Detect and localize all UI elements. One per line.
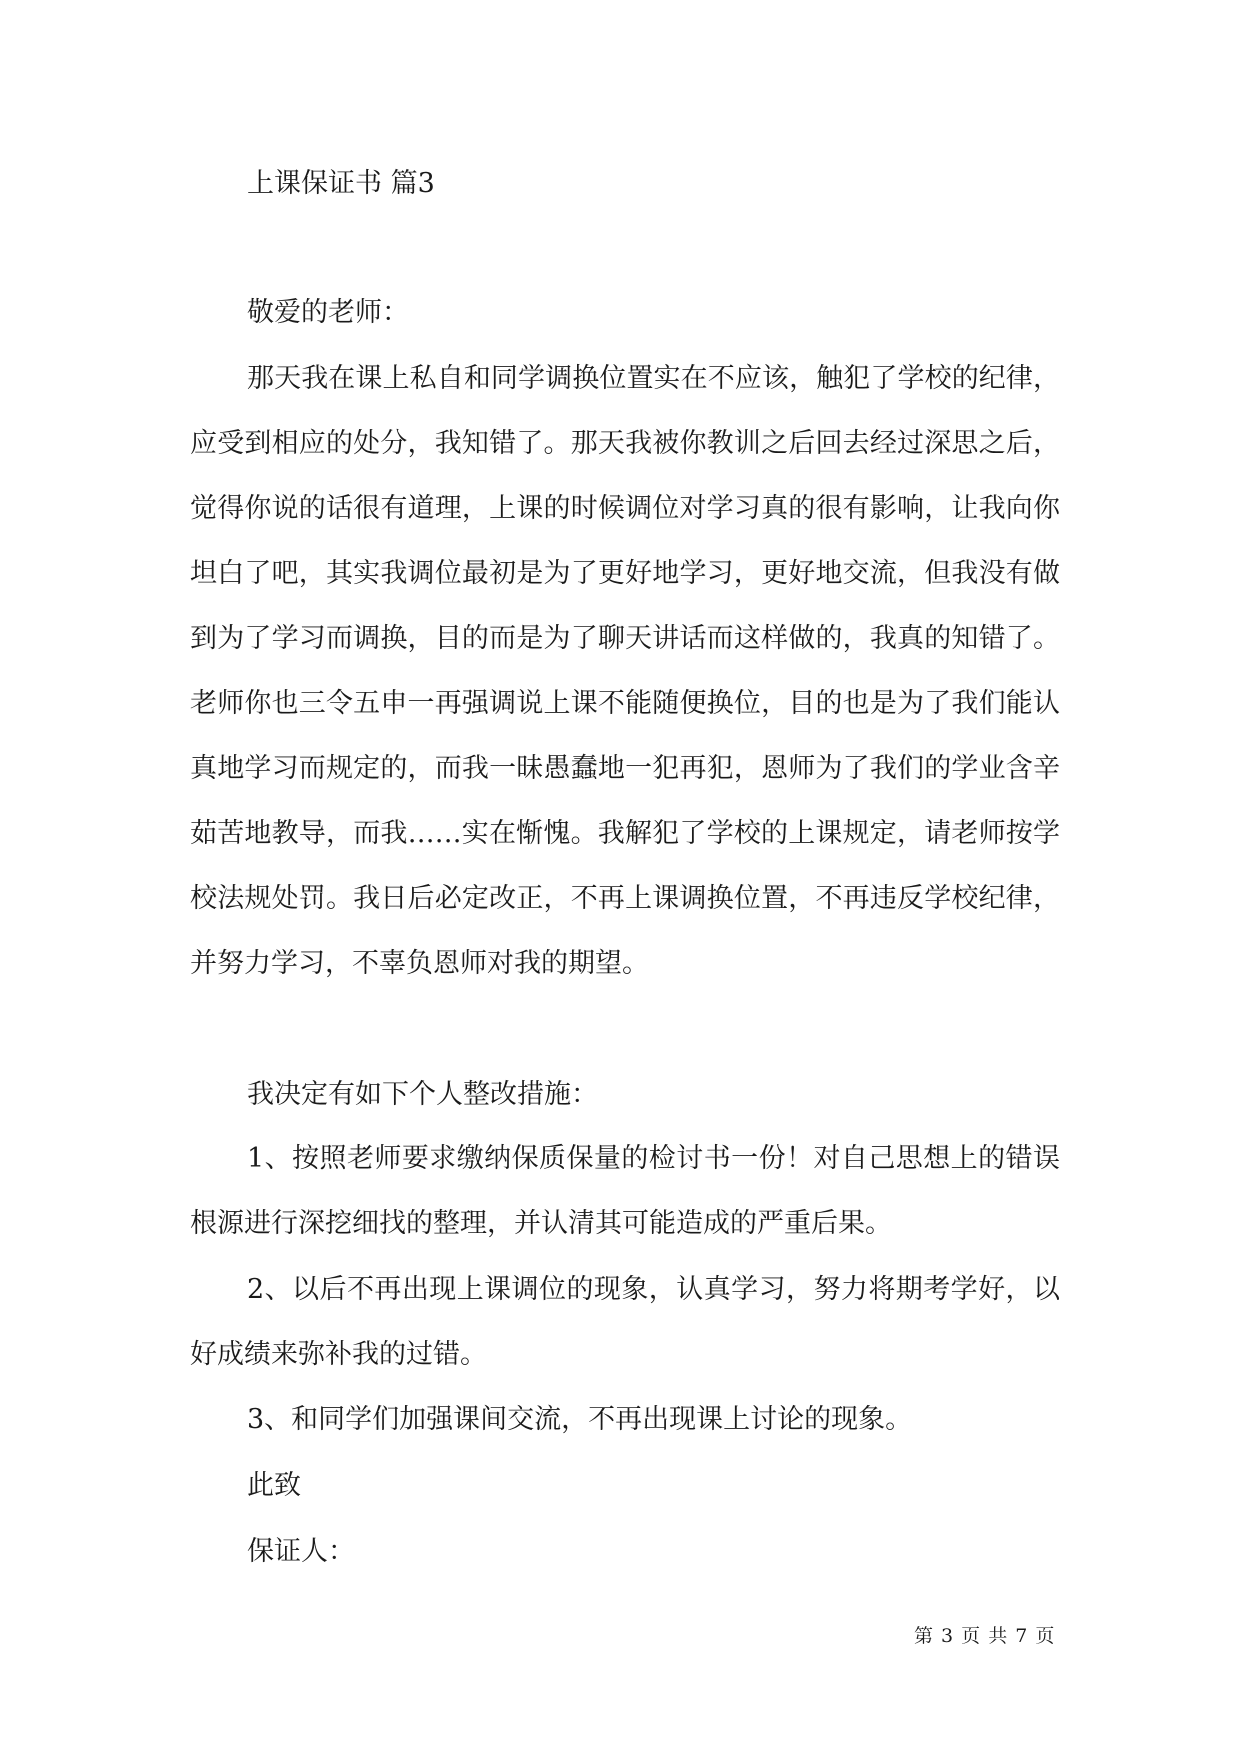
measure-item-3: 3、和同学们加强课间交流，不再出现课上讨论的现象。 bbox=[247, 1404, 913, 1435]
body-paragraph: 那天我在课上私自和同学调换位置实在不应该，触犯了学校的纪律，应受到相应的处分，我知错了。那天我被你教训之后回去经过深思之后，觉得你说的话很有道理，上课的时候调位对学习真的很有影响，让我向你坦白了吧，其实我调位最初是为了更好地学习，更好地交流，但我没有做到为了学习而调换，目的而是为了聊天讲话而这样做的，我真的知错了。老师你也三令五申一再强调说上课不能随便换位，目的也是为了我们能认真地学习而规定的，而我一昧愚蠢地一犯再犯，恩师为了我们的学业含辛茹苦地教导，而我……实在惭愧。我解犯了学校的上课规定，请老师按学校法规处罚。我日后必定改正，不再上课调换位置，不再违反学校纪律，并努力学习，不辜负恩师对我的期望。 bbox=[190, 363, 1060, 979]
salutation: 敬爱的老师： bbox=[247, 297, 409, 328]
page-indicator: 第 3 页 共 7 页 bbox=[914, 1625, 1056, 1647]
measure-item-1: 1、按照老师要求缴纳保质保量的检讨书一份！对自己思想上的错误根源进行深挖细找的整理，并认清其可能造成的严重后果。 bbox=[190, 1143, 1060, 1239]
measures-intro: 我决定有如下个人整改措施： bbox=[247, 1079, 598, 1110]
measure-item-2: 2、以后不再出现上课调位的现象，认真学习，努力将期考学好，以好成绩来弥补我的过错。 bbox=[190, 1274, 1060, 1370]
closing-text: 此致 bbox=[247, 1470, 301, 1501]
document-title: 上课保证书 篇3 bbox=[247, 168, 435, 199]
signature-label: 保证人： bbox=[247, 1536, 355, 1567]
